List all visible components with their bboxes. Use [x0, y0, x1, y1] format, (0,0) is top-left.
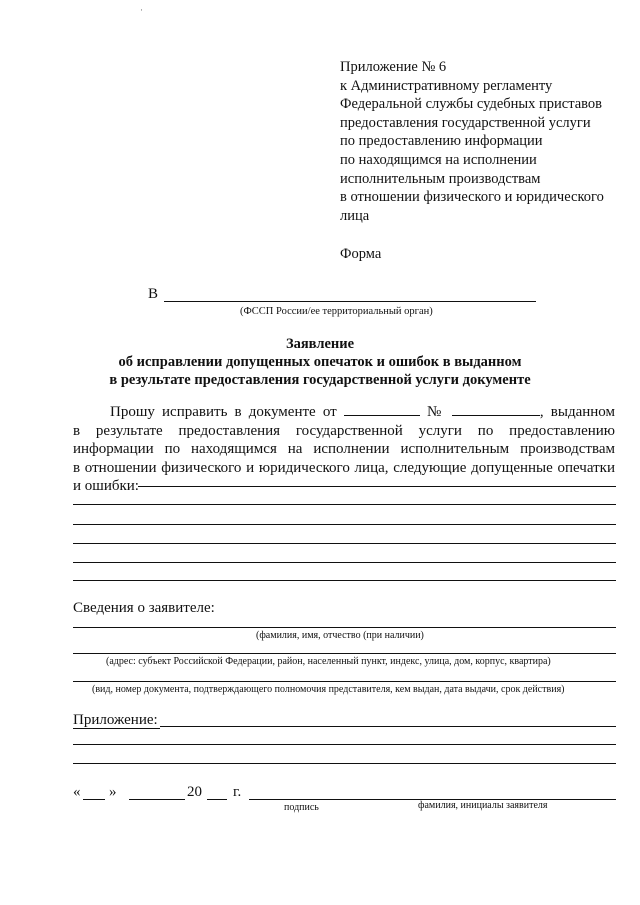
title-line: в результате предоставления государственной услуги документе — [109, 372, 531, 388]
year-suffix: г. — [233, 784, 242, 800]
year-field[interactable] — [207, 799, 227, 800]
addressee-caption: (ФССП России/ее территориальный орган) — [240, 306, 433, 317]
signature-caption: подпись — [284, 802, 319, 813]
attachment-field-line[interactable] — [73, 744, 616, 745]
attachment-label: Приложение: — [73, 712, 158, 728]
request-phrase: Прошу исправить в документе от — [110, 404, 337, 420]
applicant-document-caption: (вид, номер документа, подтверждающего полномочия представителя, кем выдан, дата выдачи, срок действия) — [92, 684, 565, 695]
scan-mark: · — [140, 5, 143, 15]
addressee-prefix: В — [148, 286, 159, 302]
year-prefix: 20 — [187, 784, 202, 800]
document-title — [60, 335, 580, 389]
applicant-label: Сведения о заявителе: — [73, 600, 215, 616]
attachment-field-line[interactable] — [160, 726, 616, 727]
request-row: в отношении физического и юридического лица, следующие допущенные опечатки — [73, 459, 615, 476]
errors-field-line[interactable] — [73, 504, 616, 505]
header-line: исполнительным производствам — [340, 170, 541, 187]
applicant-address-field[interactable] — [73, 653, 616, 654]
appendix-header — [340, 58, 630, 264]
header-line: по предоставлению информации — [340, 133, 543, 150]
request-text — [73, 402, 615, 496]
title-line: Заявление — [285, 336, 355, 352]
issued-phrase: , выданном — [539, 404, 616, 420]
header-line: к Административному регламенту — [340, 77, 553, 94]
errors-field-line[interactable] — [73, 543, 616, 544]
request-row: информации по находящимся на исполнении исполнительным производствам — [73, 441, 615, 458]
header-line: предоставления государственной услуги — [340, 114, 591, 131]
attachment-label-underline — [73, 728, 160, 729]
document-date-field[interactable] — [344, 402, 420, 416]
header-line: Федеральной службы судебных приставов — [340, 96, 603, 113]
errors-field-line[interactable] — [73, 524, 616, 525]
errors-field-line[interactable] — [73, 580, 616, 581]
applicant-document-field[interactable] — [73, 681, 616, 682]
applicant-name-caption: (фамилия, имя, отчество (при наличии) — [256, 630, 424, 641]
title-line: об исправлении допущенных опечаток и ошибок в выданном — [118, 354, 522, 370]
request-row: и ошибки: — [73, 478, 139, 495]
month-field[interactable] — [129, 799, 185, 800]
applicant-address-caption: (адрес: субъект Российской Федерации, район, населенный пункт, индекс, улица, дом, корпус, квартира) — [106, 656, 551, 667]
header-line: в отношении физического и юридического — [340, 189, 604, 206]
form-label: Форма — [340, 246, 382, 263]
signer-name-caption: фамилия, инициалы заявителя — [418, 800, 548, 811]
request-row — [73, 402, 615, 422]
addressee-field[interactable] — [164, 301, 536, 302]
quote-close: » — [109, 784, 117, 800]
number-sign: № — [427, 404, 445, 420]
request-row: в результате предоставления государственной услуги по предоставлению — [73, 422, 615, 439]
document-number-field[interactable] — [452, 402, 540, 416]
applicant-name-field[interactable] — [73, 627, 616, 628]
errors-field-line[interactable] — [138, 486, 616, 487]
attachment-field-line[interactable] — [73, 763, 616, 764]
day-field[interactable] — [83, 799, 105, 800]
quote-open: « — [73, 784, 81, 800]
header-line: по находящимся на исполнении — [340, 151, 537, 168]
header-line: лица — [340, 207, 370, 224]
errors-field-line[interactable] — [73, 562, 616, 563]
header-line: Приложение № 6 — [340, 59, 447, 75]
